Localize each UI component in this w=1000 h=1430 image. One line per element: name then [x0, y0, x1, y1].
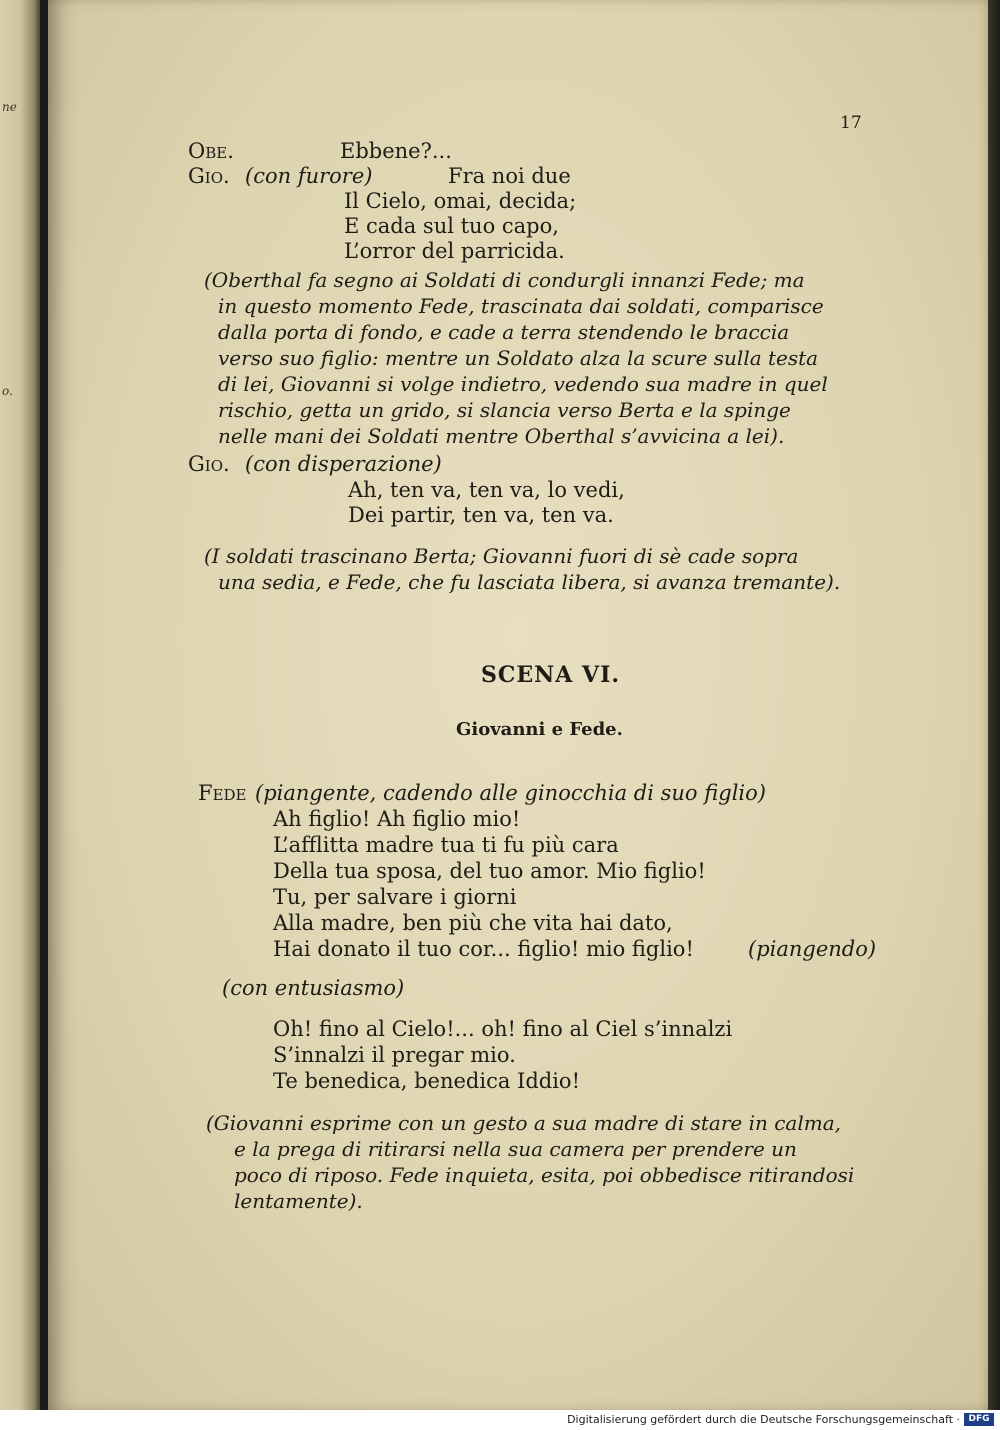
verse-line: Ah figlio! Ah figlio mio!: [273, 807, 521, 831]
speaker-label: Gio.: [188, 452, 230, 476]
stage-direction: rischio, getta un grido, si slancia verso Berta e la spinge: [218, 398, 791, 422]
scene-characters: Giovanni e Fede.: [456, 719, 623, 740]
stage-direction: poco di riposo. Fede inquieta, esita, poi obbedisce ritirandosi: [234, 1163, 855, 1187]
speaker-label: Gio.: [188, 164, 230, 188]
stage-direction: in questo momento Fede, trascinata dai soldati, comparisce: [218, 294, 824, 318]
verse-line: L’orror del parricida.: [344, 239, 565, 263]
verse-line: L’afflitta madre tua ti fu più cara: [273, 833, 619, 857]
stage-direction: verso suo figlio: mentre un Soldato alza la scure sulla testa: [218, 346, 819, 370]
footer-text: Digitalisierung gefördert durch die Deutsche Forschungsgemeinschaft ·: [567, 1413, 960, 1426]
previous-page-edge: [0, 0, 40, 1410]
verse-line: Hai donato il tuo cor... figlio! mio figlio!: [273, 937, 694, 961]
verse-line: Te benedica, benedica Iddio!: [273, 1069, 581, 1093]
dfg-logo: DFG: [964, 1413, 994, 1426]
verse-line: Ebbene?...: [340, 139, 452, 163]
margin-fragment: o.: [2, 384, 13, 398]
verse-line: Fra noi due: [448, 164, 571, 188]
stage-direction: (con disperazione): [245, 452, 442, 476]
stage-direction: (Oberthal fa segno ai Soldati di condurgli innanzi Fede; ma: [204, 268, 805, 292]
scene-title: SCENA VI.: [481, 662, 621, 688]
book-page: [48, 0, 988, 1410]
verse-line: Oh! fino al Cielo!... oh! fino al Ciel s’innalzi: [273, 1017, 733, 1041]
page-edge-shadow: [988, 0, 1000, 1410]
stage-direction: (I soldati trascinano Berta; Giovanni fuori di sè cade sopra: [204, 544, 799, 568]
verse-line: Tu, per salvare i giorni: [273, 885, 517, 909]
stage-direction: (con furore): [245, 164, 373, 188]
page-number: 17: [840, 113, 862, 133]
speaker-label: Obe.: [188, 139, 234, 163]
stage-direction: (piangente, cadendo alle ginocchia di suo figlio): [255, 781, 766, 805]
verse-line: Ah, ten va, ten va, lo vedi,: [348, 478, 625, 502]
verse-line: Dei partir, ten va, ten va.: [348, 503, 614, 527]
verse-line: S’innalzi il pregar mio.: [273, 1043, 516, 1067]
stage-direction: una sedia, e Fede, che fu lasciata libera, si avanza tremante).: [218, 570, 841, 594]
stage-direction: dalla porta di fondo, e cade a terra stendendo le braccia: [218, 320, 790, 344]
speaker-label: Fede: [198, 781, 247, 805]
stage-direction: di lei, Giovanni si volge indietro, vedendo sua madre in quel: [218, 372, 828, 396]
verse-line: Alla madre, ben più che vita hai dato,: [273, 911, 673, 935]
stage-direction: (piangendo): [748, 937, 877, 961]
margin-fragment: ne: [2, 100, 17, 114]
stage-direction: nelle mani dei Soldati mentre Oberthal s’avvicina a lei).: [218, 424, 785, 448]
footer-bar: [0, 1410, 1000, 1430]
verse-line: E cada sul tuo capo,: [344, 214, 559, 238]
stage-direction: (Giovanni esprime con un gesto a sua madre di stare in calma,: [206, 1111, 841, 1135]
verse-line: Della tua sposa, del tuo amor. Mio figlio!: [273, 859, 706, 883]
stage-direction: (con entusiasmo): [222, 976, 405, 1000]
stage-direction: e la prega di ritirarsi nella sua camera per prendere un: [234, 1137, 797, 1161]
verse-line: Il Cielo, omai, decida;: [344, 189, 577, 213]
stage-direction: lentamente).: [234, 1189, 363, 1213]
